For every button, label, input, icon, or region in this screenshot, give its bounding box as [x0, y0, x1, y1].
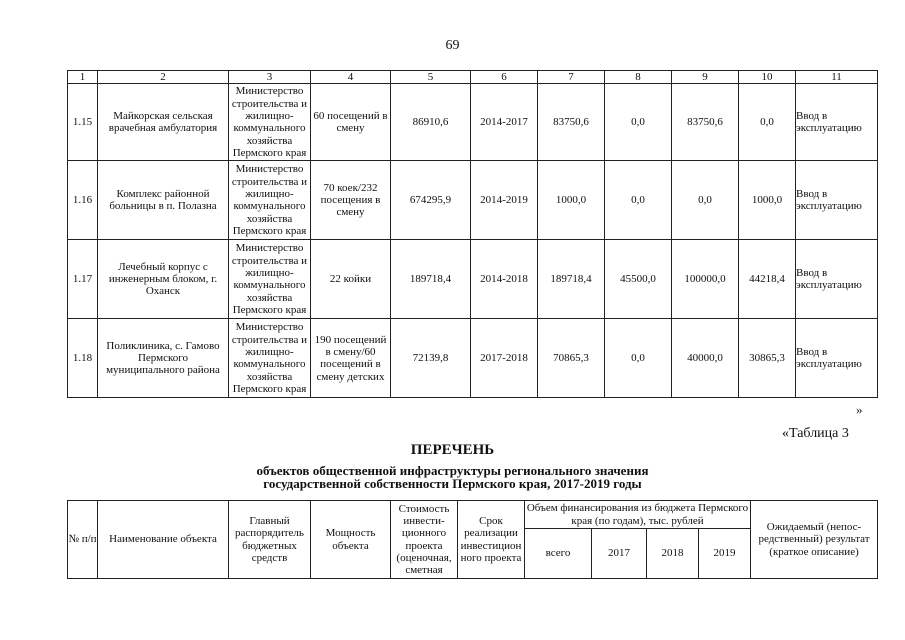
header-funding: Объем финансирования из бюджета Пермского края (по годам), тыс. рублей	[525, 501, 751, 529]
ministry: Министерство строительства и жилищно-коммунального хозяйства Пермского края	[229, 319, 311, 398]
column-number: 11	[796, 71, 878, 84]
funding-2018: 40000,0	[672, 319, 739, 398]
column-number: 2	[98, 71, 229, 84]
closing-quote: »	[856, 402, 863, 417]
document-subtitle	[0, 464, 905, 490]
funding-total: 70865,3	[538, 319, 605, 398]
object-name: Комплекс районной больницы в п. Полазна	[98, 161, 229, 240]
header-2018: 2018	[647, 529, 699, 579]
capacity: 22 койки	[311, 240, 391, 319]
period: 2014-2019	[471, 161, 538, 240]
row-number: 1.15	[68, 84, 98, 161]
expected-result: Ввод в эксплуатацию	[796, 240, 878, 319]
row-number: 1.17	[68, 240, 98, 319]
funding-2019: 0,0	[739, 84, 796, 161]
column-number-row	[68, 71, 878, 84]
document-title: ПЕРЕЧЕНЬ	[410, 442, 495, 458]
column-number: 1	[68, 71, 98, 84]
objects-list-table	[67, 500, 878, 579]
funding-2017: 45500,0	[605, 240, 672, 319]
cost: 674295,9	[391, 161, 471, 240]
header-cost: Стоимость инвести-ционного проекта (оценочная, сметная	[391, 501, 458, 579]
header-result: Ожидаемый (непос-редственный) результат (краткое описание)	[751, 501, 878, 579]
funding-2019: 30865,3	[739, 319, 796, 398]
object-name: Поликлиника, с. Гамово Пермского муниципального района	[98, 319, 229, 398]
column-number: 6	[471, 71, 538, 84]
period: 2014-2017	[471, 84, 538, 161]
header-name: Наименование объекта	[98, 501, 229, 579]
funding-2018: 83750,6	[672, 84, 739, 161]
cost: 72139,8	[391, 319, 471, 398]
header-period: Срок реализации инвестицион ного проекта	[458, 501, 525, 579]
funding-2017: 0,0	[605, 161, 672, 240]
header-total: всего	[525, 529, 592, 579]
funding-total: 83750,6	[538, 84, 605, 161]
column-number: 9	[672, 71, 739, 84]
period: 2017-2018	[471, 319, 538, 398]
header-2017: 2017	[592, 529, 647, 579]
expected-result: Ввод в эксплуатацию	[796, 319, 878, 398]
object-name: Лечебный корпус с инженерным блоком, г. Оханск	[98, 240, 229, 319]
capacity: 60 посещений в смену	[311, 84, 391, 161]
funding-total: 1000,0	[538, 161, 605, 240]
column-number: 10	[739, 71, 796, 84]
table-row	[68, 319, 878, 398]
cost: 86910,6	[391, 84, 471, 161]
table-row	[68, 161, 878, 240]
expected-result: Ввод в эксплуатацию	[796, 84, 878, 161]
column-number: 7	[538, 71, 605, 84]
header-row	[68, 501, 878, 529]
funding-2017: 0,0	[605, 319, 672, 398]
cost: 189718,4	[391, 240, 471, 319]
funding-2018: 100000,0	[672, 240, 739, 319]
table-note: «Таблица 3	[782, 426, 849, 441]
ministry: Министерство строительства и жилищно-коммунального хозяйства Пермского края	[229, 84, 311, 161]
ministry: Министерство строительства и жилищно-коммунального хозяйства Пермского края	[229, 240, 311, 319]
subtitle-line: государственной собственности Пермского края, 2017-2019 годы	[263, 476, 642, 491]
column-number: 8	[605, 71, 672, 84]
investment-table	[67, 70, 878, 398]
expected-result: Ввод в эксплуатацию	[796, 161, 878, 240]
capacity: 70 коек/232 посещения в смену	[311, 161, 391, 240]
header-manager: Главный распорядитель бюджетных средств	[229, 501, 311, 579]
funding-2019: 44218,4	[739, 240, 796, 319]
column-number: 5	[391, 71, 471, 84]
ministry: Министерство строительства и жилищно-коммунального хозяйства Пермского края	[229, 161, 311, 240]
funding-2017: 0,0	[605, 84, 672, 161]
row-number: 1.16	[68, 161, 98, 240]
funding-2018: 0,0	[672, 161, 739, 240]
row-number: 1.18	[68, 319, 98, 398]
table-row	[68, 84, 878, 161]
funding-total: 189718,4	[538, 240, 605, 319]
header-num: № п/п	[68, 501, 98, 579]
period: 2014-2018	[471, 240, 538, 319]
header-2019: 2019	[699, 529, 751, 579]
column-number: 3	[229, 71, 311, 84]
table-row	[68, 240, 878, 319]
object-name: Майкорская сельская врачебная амбулатория	[98, 84, 229, 161]
column-number: 4	[311, 71, 391, 84]
subtitle-line: объектов общественной инфраструктуры регионального значения	[256, 463, 649, 478]
page-number: 69	[445, 38, 460, 53]
capacity: 190 посещений в смену/60 посещений в смену детских	[311, 319, 391, 398]
header-capacity: Мощность объекта	[311, 501, 391, 579]
funding-2019: 1000,0	[739, 161, 796, 240]
